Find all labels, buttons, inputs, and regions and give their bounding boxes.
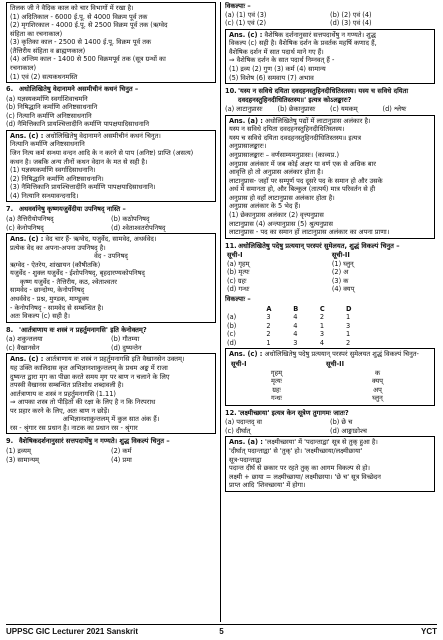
option: (a) लाटानुप्रासः <box>225 105 263 114</box>
answer-text: - केनोपनिषद् - सामवेद से सम्बन्धित है। <box>10 303 104 312</box>
option: (1) द्रव्यम् <box>6 447 31 455</box>
footer-title: UPPSC GIC Lecturer 2021 Sanskrit <box>6 626 139 636</box>
options-col-header: C <box>319 304 325 313</box>
option: (3) सामान्यम् <box>6 455 39 464</box>
answer-text: कथन है। जबकि अन्य तीनों कथन वेदान के मत से सही है। <box>10 157 148 166</box>
answer-text: सूत्र-पदान्ताद्वा <box>229 455 262 464</box>
options-row <box>225 427 435 436</box>
answer-box <box>225 348 435 405</box>
list2-title: सूची-II <box>331 251 350 260</box>
option-cell: 2 <box>266 330 271 339</box>
option-cell: (d) <box>227 338 237 347</box>
option: (d) आङ्माङोश्च <box>330 426 367 435</box>
answer-item: गृहम् <box>270 368 283 377</box>
intro-line: (1) एवं (2) सत्यकथनमस्ति <box>10 72 78 81</box>
option: (c) दीर्घात् <box>225 426 251 435</box>
answer-text: रस - श्रृंगार रस प्रधान है। नाटक का प्रधान रस - श्रृंगार <box>10 423 138 432</box>
question-text: 'लक्ष्मीच्छाया' इत्यत्र केन सूत्रेण तुगागमः जातः? <box>238 408 349 417</box>
question-number: 6. <box>6 85 14 94</box>
answer-item: क्यप् <box>371 377 384 386</box>
answer-text: यस्य न सविधे दयिता दवदहनस्तुहिनदीधितिस्तस्य। <box>229 125 345 134</box>
option-cell: 1 <box>319 321 325 330</box>
option-cell: 4 <box>293 321 298 330</box>
question-text: वैशेषिकदर्शनानुसारं सत्तपदार्थेषु न गण्यते। शुद्ध विकल्पं चिनुत – <box>19 437 170 446</box>
intro-line: (1) अदितिकाल - 6000 ई.पू. से 4000 विक्रम पूर्व तक <box>10 12 148 21</box>
answer-text: अधोलिखितेषु पदेषु प्रत्ययान् परस्परं सुमेलयत शुद्धं विकल्पं चिनुत- <box>264 350 419 359</box>
answer-box <box>6 130 216 203</box>
intro-line: (तैत्तिरीय संहिता व ब्राह्मणकाल) <box>10 46 86 55</box>
option-cell: (a) <box>227 313 237 322</box>
answer-text: आवृत्ति हो तो अनुप्रास अलंकार होता है। <box>229 168 324 177</box>
publisher-mark: YCT <box>421 626 438 636</box>
option: (a) यज्ञस्यकर्माणि स्वर्गाशिवाचमनि <box>6 94 88 103</box>
answer-item: क <box>374 368 381 377</box>
options-header: विकल्पाः – <box>225 295 251 303</box>
option: (c) वैखानसेन <box>6 343 40 352</box>
answer-label: Ans. (c) : <box>10 235 44 244</box>
option: (c) केनोपनिषद् <box>6 223 44 232</box>
option: (b) (2) एवं (4) <box>330 10 372 19</box>
answer-text: वैशेषिक दर्शन में सात पदार्थ माने गए हैं। <box>229 47 324 56</box>
page <box>6 2 438 624</box>
option: (c) (1) एवं (2) <box>225 19 267 28</box>
question-number: 11. <box>225 241 237 250</box>
question-number: 8. <box>6 325 14 334</box>
option: (b) छे च <box>330 418 353 427</box>
question-6 <box>6 85 216 94</box>
options-col-blank <box>225 305 264 314</box>
option-cell: 3 <box>319 330 325 339</box>
answer-text: अनुप्रास अलंकार के 5 भेद हैं। <box>229 202 301 211</box>
answer-text: आर्तत्राणाय वः शस्त्रं न प्रहर्तुमनागसि इति वैखानसेन उक्तम्। <box>45 355 185 364</box>
answer-text: सामवेद - छान्दोग्य, केनोपनिषद् <box>10 286 85 295</box>
list2-item: (3) क <box>331 276 349 285</box>
answer-text: पदान्त दीर्घ से छकार पर रहते तुक् का आगम विकल्प से हो। <box>229 464 371 473</box>
option: (a) (1) एवं (3) <box>225 10 267 19</box>
answer-text: तपस्वी वैखानस सम्बन्धित प्रतिशोध शब्दावली है। <box>10 381 124 390</box>
option-cell: 4 <box>293 313 298 322</box>
answer-text: यह उक्ति कालिदास कृत अभिज्ञानशाकुन्तलम् के प्रथम अङ्क में राजा <box>10 363 168 372</box>
option: (b) छेकानुप्रासः <box>277 105 316 114</box>
intro-line: (3) कृतिका काल - 2500 से 1400 ई.पू. विक्रम पूर्व तक <box>10 38 152 47</box>
question-text: अथवर्वानेषु कृष्णयजुर्वेदीया उपनिषद् नास्ति – <box>19 205 126 214</box>
list1-item: (d) गन्धः <box>227 285 250 294</box>
answer-text: (2) निषिद्धानि कर्माणि अनिष्टसाधनानि। <box>10 174 104 183</box>
answer-box <box>6 233 216 323</box>
list1-item: (a) गृहम् <box>227 259 250 268</box>
intro-line: (4) अन्तिम काल - 1400 से 500 विक्रमपूर्व तक (सूत्र ग्रन्थों का <box>10 55 166 64</box>
answer-text: ऋग्वेद - ऐतरेय, शांखायन (कौषीतकि) <box>10 260 101 269</box>
answer-text: यस्य च सविधे दयिता दवदहनस्तुहिनदीधितिस्तस्य॥ इत्यत्र <box>229 133 362 142</box>
question-number: 7. <box>6 205 14 214</box>
option: (c) नित्यानि कर्माणि अनिष्टसाधनानि <box>6 111 92 120</box>
page-number: 5 <box>219 626 224 636</box>
answer-text: वैशेषिक दर्शनानुसारं सत्तपदार्थेषु न गण्यते। शुद्ध <box>264 30 376 39</box>
question-8 <box>6 326 216 335</box>
answer-text: 'दीर्घात् पदान्ताद्वा' से 'तुक्' हो। 'लक्ष्मीच्छाया/लक्ष्मीछाया' <box>229 447 363 455</box>
answer-text: (1) यज्ञस्यकर्माणि स्वर्गादिसाधनानि। <box>10 166 96 175</box>
intro-line: तिलक जी ने वैदिक काल को चार विभागों में रखा है। <box>10 4 134 12</box>
option-cell: 3 <box>293 338 298 347</box>
question-text: अधोलिखितेषु वेदानामने असमीचीनं कथनं चिनुत – <box>19 85 139 94</box>
answer-text: कृष्ण यजुर्वेद - तैत्तिरीय, कठ, श्वेताश्वतर <box>20 277 117 286</box>
options-col-header: A <box>266 304 272 313</box>
option: (d) श्वेताश्वतरोपनिषद् <box>111 223 166 232</box>
options-header: विकल्पाः – <box>225 2 251 10</box>
options-table <box>225 305 372 348</box>
answer-text: लक्ष्मी + छाया = लक्ष्मीच्छाया/ लक्ष्मीछाया। 'छे च' सूत्र विच्छेदन <box>229 472 381 481</box>
answer-text: (1) छेकानुप्रास अलंकार (2) वृत्त्यनुप्रास <box>229 210 324 219</box>
answer-text: नित्यानि कर्माणि अनिष्टसाधनानि <box>10 140 85 149</box>
option: (b) कठोपनिषद् <box>111 214 150 223</box>
option-cell: 2 <box>319 313 325 322</box>
option-cell: 3 <box>345 321 351 330</box>
answer-text: जिन नित्य कर्म सन्ध्या वन्दन आदि के न करने से पाप (अनिष्ट) प्राप्ति (असत्य) <box>10 149 194 157</box>
answer-text: ⇒ आपका शस्त्र तो पीड़ितों की रक्षा के लिए है न कि निरपराध <box>10 398 156 407</box>
answer-box <box>6 353 216 434</box>
list2-item: (1) घ्लुन् <box>331 259 354 268</box>
question-text: 'आर्तत्राणाय वः शस्त्रं न प्रहर्तुमनागसि' इति केनोक्तम्? <box>19 325 147 334</box>
answer-text: लाटानुप्रास (4) अन्त्यानुप्रास (5) श्रुत्यनुप्रास <box>229 219 333 228</box>
left-column <box>6 2 216 622</box>
answer-item: मृत्यः <box>271 377 283 386</box>
options-row <box>6 344 216 353</box>
question-text: अधोलिखितेषु पदेषु प्रत्ययान् परस्परं सुमेलयत, शुद्धं विकल्पं चिनुत – <box>238 241 400 250</box>
answer-text: अतः विकल्प (c) सही है। <box>10 312 70 321</box>
answer-item: अप् <box>373 385 382 394</box>
answer-item: ग्रहः <box>272 385 281 394</box>
option-cell: 1 <box>266 338 271 347</box>
question-text: 'यस्य न सविधे दयिता दवदहनस्तुहिनदीधितिस्तस्य। यस्य च सविधे दयिता दवदहनस्तुहिनदीधितिस्तस्य॥' इत्यत्र कोऽलङ्कारः? <box>238 87 409 104</box>
answer-label: Ans. (c) : <box>229 350 263 359</box>
option: (2) कर्म <box>111 447 132 455</box>
match-table <box>225 251 435 294</box>
option: (d) (3) एवं (4) <box>330 19 372 28</box>
answer-text: दुष्यन्त द्वारा मृग का पीछा करते समय मृग पर बाण न चलाने के लिए <box>10 372 170 381</box>
answer-label: Ans. (c) : <box>10 131 44 140</box>
answer-label: Ans. (a) : <box>229 438 263 447</box>
answer-text: पर प्रहार करने के लिए, अतः बाण न छोड़ें। <box>10 406 110 415</box>
option: (d) श्लेषः <box>382 105 407 114</box>
options-row <box>225 418 435 427</box>
question-number: 10. <box>225 87 237 96</box>
intro-line: (2) मृगशिरकाल - 4000 ई.पू. से 2500 विक्रम पूर्व तक (ऋग्वेद <box>10 21 168 30</box>
option: (c) यमकम् <box>330 105 358 114</box>
column-divider <box>220 2 221 622</box>
answer-label: Ans. (a) : <box>229 116 263 125</box>
answer-text: (1) द्रव्य (2) गुण (3) कर्म (4) सामान्य <box>229 64 326 73</box>
option-cell: 3 <box>266 313 271 322</box>
answer-text: अनुप्रास अलंकार में जब कोई अक्षर या वर्ण एक से अधिक बार <box>229 159 376 168</box>
option: (4) प्रमा <box>111 455 132 464</box>
options-row <box>225 19 435 28</box>
answer-text: ⇒ वैशेषिक दर्शन के सात पदार्थ निम्नवत् हैं - <box>229 56 335 65</box>
answer-text: अनुप्रासालङ्कारः – वर्णसाम्यमनुप्रासः। (काव्यप्र.) <box>229 151 340 159</box>
answer-text: 'लक्ष्मीच्छाया' में 'पदान्ताद्वा' सूत्र से तुक् हुआ है। <box>265 438 378 447</box>
answer-label: Ans. (c) : <box>229 30 263 39</box>
answer-match-table <box>229 360 431 403</box>
list1-title: सूची-I <box>227 251 243 260</box>
list1-item: (c) ग्रहः <box>227 276 247 285</box>
answer-text: प्राप्त आदि 'शिवच्छाया' में होगा। <box>229 481 306 490</box>
answer-text: अधोलिखितेषु पद्यों में लाटानुप्रास अलंकार है। <box>265 116 371 125</box>
option-cell: (c) <box>227 330 236 339</box>
question-9 <box>6 437 216 446</box>
question-11 <box>225 242 435 251</box>
option: (a) तैत्तिरीयोपनिषद् <box>6 214 54 223</box>
option-cell: 2 <box>345 338 351 347</box>
right-column <box>225 2 435 622</box>
question-10 <box>225 87 435 104</box>
answer-box <box>225 436 435 491</box>
answer-text: (4) नित्यानि सन्ध्यावन्दनादि। <box>10 191 79 200</box>
answer-item: घ्लुन् <box>372 394 383 403</box>
options-col-header: D <box>345 304 352 313</box>
answer-text: लाटानुप्रास- जहाँ पर सम्पूर्ण पद दूसरे पद के समान हो और उसके <box>229 176 383 185</box>
options-row <box>225 11 435 20</box>
options-row <box>6 215 216 224</box>
intro-box <box>6 2 216 83</box>
options-row <box>6 456 216 465</box>
list2-item: (2) अ <box>331 268 349 277</box>
option: (d) दुष्यन्तेन <box>111 343 142 352</box>
option-cell: 4 <box>319 338 325 347</box>
intro-line: संहिता का रचनाकाल) <box>10 29 63 38</box>
answer-text: वेद चार हैं- ऋग्वेद, यजुर्वेद, सामवेद, अथर्ववेद। <box>45 235 157 244</box>
answer-text: विकल्प (c) सही है। वैशेषिक दर्शन के प्रवर्तक महर्षि कणाद हैं, <box>229 39 377 48</box>
option: (d) नैमित्तिकानि प्रायश्चित्तादीनि कर्माणि पापक्षयादिसाधनानि <box>6 120 150 129</box>
answer-text: अधोलिखितेषु वेदानामने असमीचीनं कथनं चिनुत। <box>45 131 161 140</box>
answer-text: अनुप्रास हो वहाँ लाटानुप्रास अलंकार होता है। <box>229 193 335 202</box>
options-row <box>6 224 216 233</box>
question-number: 12. <box>225 408 237 417</box>
option-cell: 4 <box>293 330 298 339</box>
options-row <box>6 335 216 344</box>
option: (b) गौतम्या <box>111 335 140 344</box>
answer-text: वेद - उपनिषद् <box>94 252 128 261</box>
answer-text: आर्तत्राणाय वः शस्त्रं न प्रहर्तुमनागसि (1.11) <box>10 389 116 398</box>
question-7 <box>6 205 216 214</box>
answer-item: गन्धः <box>271 394 282 403</box>
answer-text: यजुर्वेद - शुक्ल यजुर्वेद - ईशोपनिषद्, बृहदारण्यकोपनिषद् <box>10 269 145 278</box>
option: (b) निषिद्धानि कर्माणि अनिष्टसाधनानि <box>6 103 98 112</box>
option-cell: 1 <box>345 313 351 322</box>
option: (a) शकुन्तलया <box>6 335 43 344</box>
page-footer <box>6 624 437 639</box>
option-cell: 1 <box>345 330 351 339</box>
options-col-header: B <box>293 304 299 313</box>
list1-item: (b) मृत्यः <box>227 268 250 277</box>
answer-text: अथर्ववेद - प्रश्न, मुण्डक, माण्डूक्य <box>10 295 89 303</box>
list2-item: (4) क्यप् <box>331 285 355 294</box>
list2-title: सूची-II <box>326 359 345 368</box>
option-cell: (b) <box>227 321 237 330</box>
answer-text: अर्थ में समानता हो, और बिल्कुल (तात्पर्य) मात्र परिवर्तन से ही <box>229 185 376 194</box>
answer-text: प्रत्येक वेद का अपना-अपना उपनिषद् है। <box>10 243 106 252</box>
answer-text: (3) नैमित्तिकानि प्रायश्चित्तादीनि कर्माणि पापक्षयादिसाधनानि। <box>10 183 156 192</box>
question-12 <box>225 409 435 418</box>
answer-label: Ans. (c) : <box>10 355 44 364</box>
intro-line: रचनाकाल) <box>10 63 37 72</box>
answer-box <box>225 115 435 239</box>
answer-text: अभिज्ञानशाकुन्तलम् में कुल सात अंक हैं। <box>62 415 160 424</box>
answer-text: (5) विशेष (6) समवाय (7) अभाव <box>229 73 314 82</box>
options-row <box>6 447 216 456</box>
options-row <box>225 105 435 114</box>
answer-text: अनुप्रासालङ्कारः। <box>229 142 267 151</box>
option: (a) पदान्तद् वा <box>225 418 262 427</box>
answer-box <box>225 29 435 84</box>
answer-text: लाटानुप्रास - पद का समान हों लाटानुप्रास अलंकार का अपना प्राणा। <box>229 228 390 237</box>
option-cell: 2 <box>266 321 271 330</box>
list1-title: सूची-I <box>231 359 247 368</box>
question-number: 9. <box>6 437 14 446</box>
